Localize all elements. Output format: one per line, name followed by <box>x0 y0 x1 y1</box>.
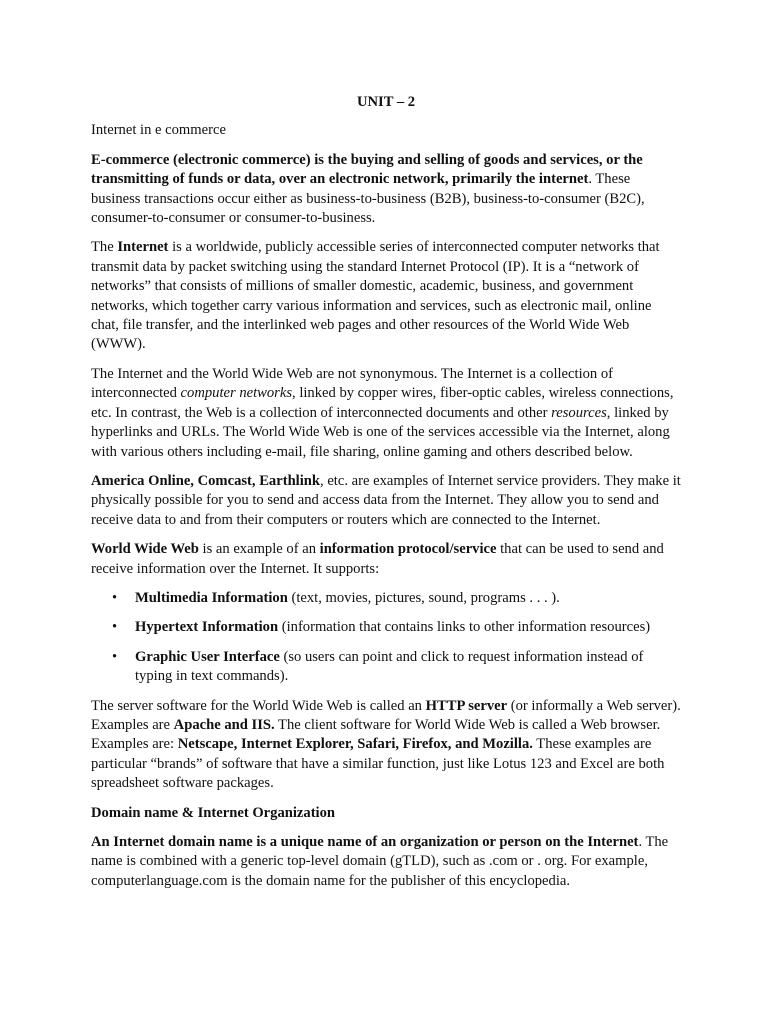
isp-names: America Online, Comcast, Earthlink <box>91 472 321 489</box>
list-item <box>91 589 681 608</box>
ecommerce-text: . These business transactions occur either as business-to-business (B2B), business-to-consumer (B2C), consumer-to-consumer or consumer-to-business. <box>91 171 645 227</box>
internet-term: Internet <box>117 239 169 256</box>
paragraph-server-software <box>91 697 681 794</box>
list-item-text: (information that contains links to other information resources) <box>278 619 651 636</box>
page-title: UNIT – 2 <box>356 94 416 110</box>
paragraph-internet <box>91 238 681 354</box>
section-heading <box>91 804 681 823</box>
document-page <box>91 93 681 901</box>
server-text-d: These examples are particular “brands” of software that have a similar function, just like Lotus 123 and Excel are both spreadsheet software packages. <box>91 736 665 792</box>
bullet-icon: • <box>112 619 118 636</box>
heading-domain-name: Domain name & Internet Organization <box>91 804 336 821</box>
server-examples: Apache and IIS. <box>173 716 275 733</box>
subtitle: Internet in e commerce <box>91 122 226 139</box>
paragraph-domain-name <box>91 833 681 891</box>
paragraph-ecommerce <box>91 151 681 229</box>
ecommerce-definition: E-commerce (electronic commerce) is the buying and selling of goods and services, or the transmitting of funds or data, over an electronic network, primarily the internet <box>91 151 643 188</box>
www-text: that can be used to send and receive information over the Internet. It supports: <box>91 541 664 577</box>
list-item <box>91 618 681 637</box>
ivw-text-b: , linked by copper wires, fiber-optic cables, wireless connections, etc. In contrast, the Web is a collection of interconnected documents and other <box>91 385 674 421</box>
ivw-text-a: The Internet and the World Wide Web are not synonymous. The Internet is a collection of interconnected <box>91 365 614 402</box>
domain-definition: An Internet domain name is a unique name of an organization or person on the Internet <box>91 834 639 850</box>
server-text-a: The server software for the World Wide Web is called an <box>91 697 426 714</box>
list-item-term: Graphic User Interface <box>135 648 280 665</box>
list-item-term: Multimedia Information <box>135 589 288 606</box>
list-item-text: (so users can point and click to request information instead of typing in text commands). <box>135 648 644 685</box>
paragraph-isp <box>91 472 681 530</box>
http-server-term: HTTP server <box>425 697 508 714</box>
www-term: World Wide Web <box>91 541 199 558</box>
www-protocol-term: information protocol/service <box>319 541 497 558</box>
isp-text: , etc. are examples of Internet service providers. They make it physically possible for you to send and access data from the Internet. They allow you to send and receive data to and from their computers or routers which are connected to the Internet. <box>91 472 681 528</box>
ivw-italic-resources: resources <box>551 404 607 421</box>
paragraph-internet-vs-web <box>91 365 681 462</box>
bullet-icon: • <box>112 648 118 665</box>
list-item-term: Hypertext Information <box>135 619 279 636</box>
ivw-text-c: , linked by hyperlinks and URLs. The World Wide Web is one of the services accessible via the Internet, along with various others including e-mail, file sharing, online gaming and others described below. <box>91 404 670 460</box>
internet-pre: The <box>91 239 118 256</box>
paragraph-www <box>91 540 681 579</box>
supports-list <box>91 589 681 687</box>
server-text-c: The client software for World Wide Web is called a Web browser. Examples are: <box>91 716 661 753</box>
bullet-icon: • <box>112 589 118 606</box>
list-item-text: (text, movies, pictures, sound, programs . . . ). <box>287 589 560 606</box>
www-mid: is an example of an <box>198 541 320 558</box>
domain-text: . The name is combined with a generic top-level domain (gTLD), such as .com or . org. For example, computerlanguage.com is the domain name for the publisher of this encyclopedia. <box>91 834 669 889</box>
ivw-italic-computer-networks: computer networks <box>180 385 293 402</box>
internet-text: is a worldwide, publicly accessible series of interconnected computer networks that transmit data by packet switching using the standard Internet Protocol (IP). It is a “network of networks” that consists of millions of smaller domestic, academic, business, and government networks, which together carry various information and services, such as electronic mail, online chat, file transfer, and the interlinked web pages and other resources of the World Wide Web (WWW). <box>91 239 660 353</box>
server-text-b: (or informally a Web server). Examples are <box>91 697 681 733</box>
browser-examples: Netscape, Internet Explorer, Safari, Firefox, and Mozilla. <box>177 736 533 753</box>
list-item <box>91 648 681 687</box>
